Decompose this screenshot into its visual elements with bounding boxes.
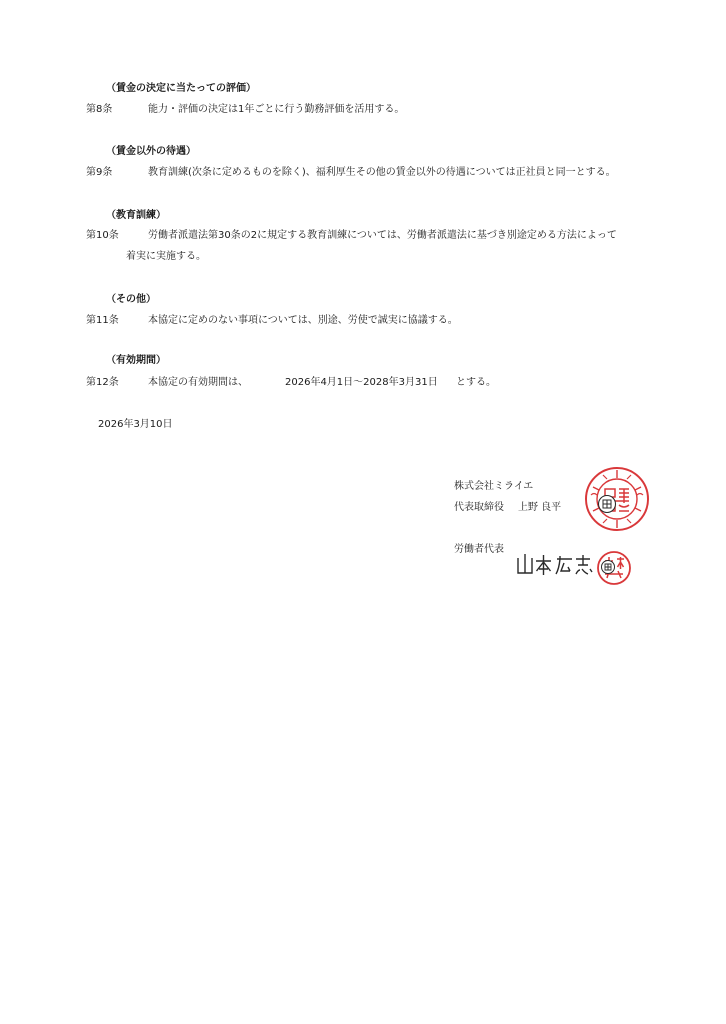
labor-personal-seal-icon — [600, 559, 616, 575]
personal-seal-icon — [597, 494, 617, 514]
article-11-heading: （その他） — [106, 294, 156, 305]
company-rep-name: 上野 良平 — [518, 502, 562, 513]
article-9-number: 第9条 — [86, 167, 113, 178]
labor-rep-label: 労働者代表 — [454, 544, 504, 555]
article-10-text-line-1: 労働者派遣法第30条の2に規定する教育訓練については、労働者派遣法に基づき別途定める方法によって — [148, 230, 617, 241]
article-12-suffix: とする。 — [456, 377, 496, 388]
article-12-text: 本協定の有効期間は、 — [148, 377, 248, 388]
labor-rep-signature — [514, 552, 596, 583]
article-9-text: 教育訓練(次条に定めるものを除く)、福利厚生その他の賃金以外の待遇については正社員と同一とする。 — [148, 167, 616, 178]
article-12-heading: （有効期間） — [106, 355, 166, 366]
company-name: 株式会社ミライエ — [454, 481, 534, 492]
company-rep-title: 代表取締役 — [454, 502, 504, 513]
article-8-number: 第8条 — [86, 104, 113, 115]
labor-seal-icon — [596, 550, 632, 586]
article-8-text: 能力・評価の決定は1年ごとに行う勤務評価を活用する。 — [148, 104, 405, 115]
article-9-heading: （賃金以外の待遇） — [106, 146, 196, 157]
article-10-heading: （教育訓練） — [106, 210, 166, 221]
article-12-number: 第12条 — [86, 377, 119, 388]
agreement-date: 2026年3月10日 — [98, 419, 173, 430]
article-10-number: 第10条 — [86, 230, 119, 241]
company-seal-icon — [583, 465, 651, 533]
article-12-period: 2026年4月1日～2028年3月31日 — [285, 377, 438, 388]
article-10-text-line-2: 着実に実施する。 — [126, 251, 206, 262]
article-11-text: 本協定に定めのない事項については、別途、労使で誠実に協議する。 — [148, 315, 458, 326]
article-8-heading: （賃金の決定に当たっての評価） — [106, 83, 256, 94]
article-11-number: 第11条 — [86, 315, 119, 326]
